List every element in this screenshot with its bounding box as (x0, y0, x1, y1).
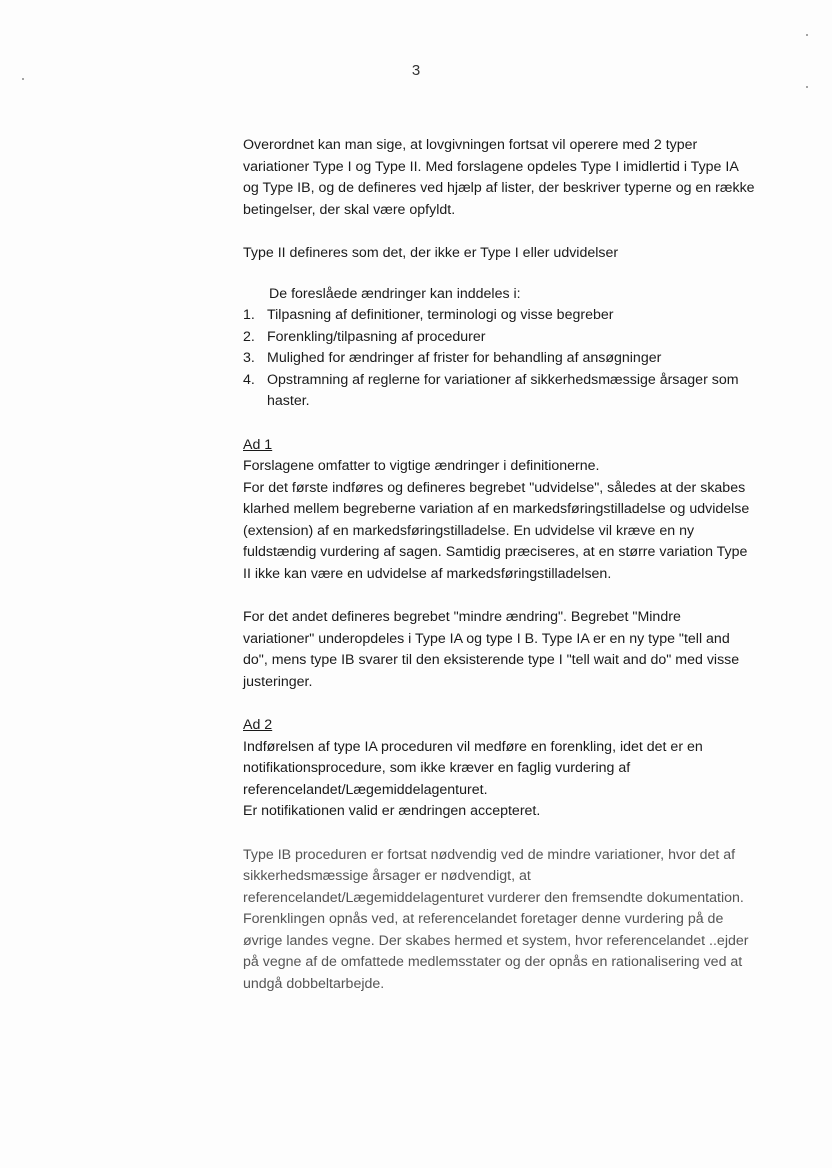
paragraph-ad2-type-ia: Indførelsen af type IA proceduren vil medføre en forenkling, idet det er en notifikationsprocedure, som ikke kræver en faglig vurdering af referencelandet/Lægemiddelagenturet. (243, 738, 703, 798)
list-item-number: 3. (243, 350, 255, 366)
list-item-number: 2. (243, 328, 255, 345)
list-item (243, 370, 755, 413)
list-item-text: Tilpasning af definitioner, terminologi og visse begreber (267, 307, 614, 323)
paragraph-overview: Overordnet kan man sige, at lovgivningen fortsat vil operere med 2 typer variationer Type I og Type II. Med forslagene opdeles Type I imidlertid i Type IA og Type IB, og de defineres ved hjælp af lister, der beskriver typerne og en række betingelser, der skal være opfyldt. (243, 137, 755, 218)
document-body (243, 135, 755, 995)
changes-list (243, 305, 755, 413)
paragraph-ad2-valid: Er notifikationen valid er ændringen accepteret. (243, 803, 541, 819)
list-item-text: Forenkling/tilpasning af procedurer (267, 328, 486, 345)
page-number: 3 (411, 62, 421, 79)
list-item-number: 1. (243, 307, 255, 323)
paragraph-ad2-type-ib: Type IB proceduren er fortsat nødvendig ved de mindre variationer, hvor det af sikkerhedsmæssige årsager er nødvendigt, at referencelandet/Lægemiddelagenturet vurderer den fremsendte dokumentation. Forenklingen opnås ved, at referencelandet foretager denne vurdering på de øvrige landes vegne. Der skabes hermed et system, hvor referencelandet ..ejder på vegne af de omfattede medlemsstater og der opnås en rationalisering ved at undgå dobbeltarbejde. (243, 846, 749, 992)
section-heading-ad2: Ad 2 (243, 717, 273, 733)
paragraph-ad1-intro: Forslagene omfatter to vigtige ændringer i definitionerne. (243, 458, 600, 474)
paragraph-ad1-minor-change: For det andet defineres begrebet "mindre ændring". Begrebet "Mindre variationer" underopdeles i Type IA og type I B. Type IA er en ny type "tell and do", mens type IB svarer til den eksisterende type I "tell wait and do" med visse justeringer. (243, 609, 740, 690)
paragraph-type-ii: Type II defineres som det, der ikke er Type I eller udvidelser (243, 245, 619, 261)
list-item-text: Mulighed for ændringer af frister for behandling af ansøgninger (267, 350, 662, 366)
list-item (243, 305, 755, 327)
list-item (243, 327, 755, 349)
list-item-number: 4. (243, 371, 255, 388)
paragraph-ad1-extension: For det første indføres og defineres begrebet "udvidelse", således at der skabes klarhed mellem begreberne variation af en markedsføringstilladelse og udvidelse (extension) af en markedsføringstilladelse. En udvidelse vil kræve en ny fuldstændig vurdering af sagen. Samtidig præciseres, at en større variation Type II ikke kan være en udvidelse af markedsføringstilladelsen. (243, 479, 750, 582)
list-item (243, 348, 755, 370)
list-intro: De foreslåede ændringer kan inddeles i: (269, 285, 521, 302)
list-item-text: Opstramning af reglerne for variationer af sikkerhedsmæssige årsager som haster. (267, 371, 739, 409)
section-heading-ad1: Ad 1 (243, 436, 273, 453)
